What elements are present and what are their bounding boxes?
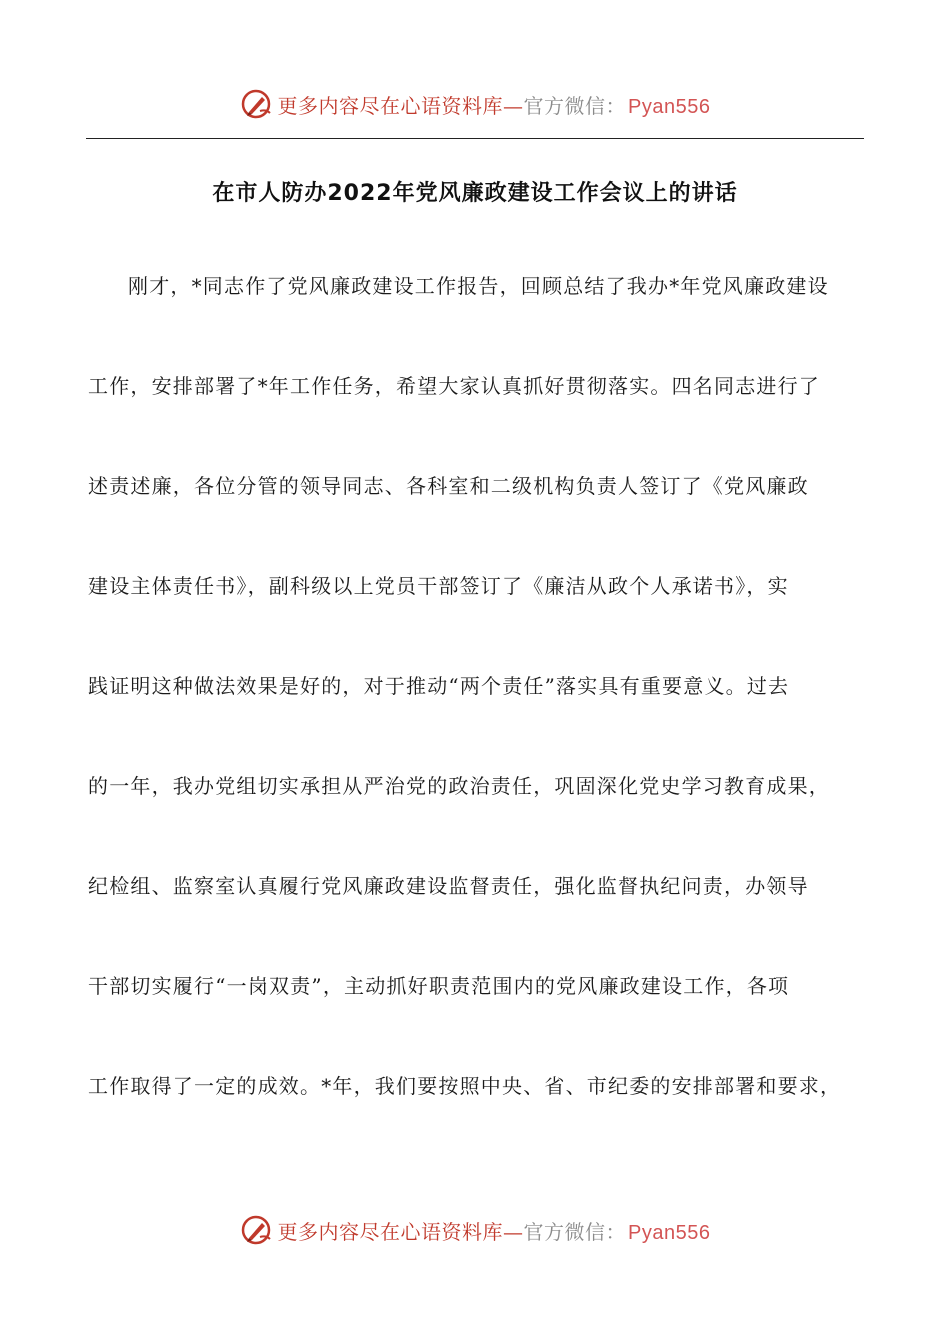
banner-dash: —: [503, 1219, 524, 1244]
banner-wechat-id: Pyan556: [628, 1221, 711, 1244]
pen-logo-icon: [240, 1213, 274, 1247]
banner-wechat-id: Pyan556: [628, 95, 711, 118]
document-title: 在市人防办2022年党风廉政建设工作会议上的讲话: [212, 181, 738, 206]
header-banner: [0, 84, 950, 124]
banner-main-text: 更多内容尽在心语资料库: [277, 93, 504, 118]
footer-banner-text: [278, 1216, 711, 1245]
body-line: 的一年，我办党组切实承担从严治党的政治责任，巩固深化党史学习教育成果，: [88, 774, 830, 798]
banner-main-text: 更多内容尽在心语资料库: [277, 1219, 504, 1244]
body-line: 工作取得了一定的成效。*年，我们要按照中央、省、市纪委的安排部署和要求，: [88, 1074, 842, 1098]
body-line: 纪检组、监察室认真履行党风廉政建设监督责任，强化监督执纪问责，办领导: [88, 874, 809, 898]
header-divider: [86, 138, 864, 139]
pen-logo-icon: [240, 87, 274, 121]
body-line: 践证明这种做法效果是好的，对于推动“两个责任”落实具有重要意义。过去: [88, 674, 790, 698]
banner-label: 官方微信：: [523, 93, 627, 118]
body-line: 建设主体责任书》，副科级以上党员干部签订了《廉洁从政个人承诺书》，实: [88, 574, 789, 598]
banner-dash: —: [503, 93, 524, 118]
document-body: [88, 262, 864, 1162]
body-line: 述责述廉，各位分管的领导同志、各科室和二级机构负责人签订了《党风廉政: [88, 474, 809, 498]
banner-label: 官方微信：: [523, 1219, 627, 1244]
body-line: 刚才，*同志作了党风廉政建设工作报告，回顾总结了我办*年党风廉政建设: [128, 274, 829, 298]
body-line: 工作，安排部署了*年工作任务，希望大家认真抓好贯彻落实。四名同志进行了: [88, 374, 820, 398]
footer-banner: [0, 1210, 950, 1250]
body-line: 干部切实履行“一岗双责”，主动抓好职责范围内的党风廉政建设工作，各项: [88, 974, 790, 998]
header-banner-text: [278, 90, 711, 119]
